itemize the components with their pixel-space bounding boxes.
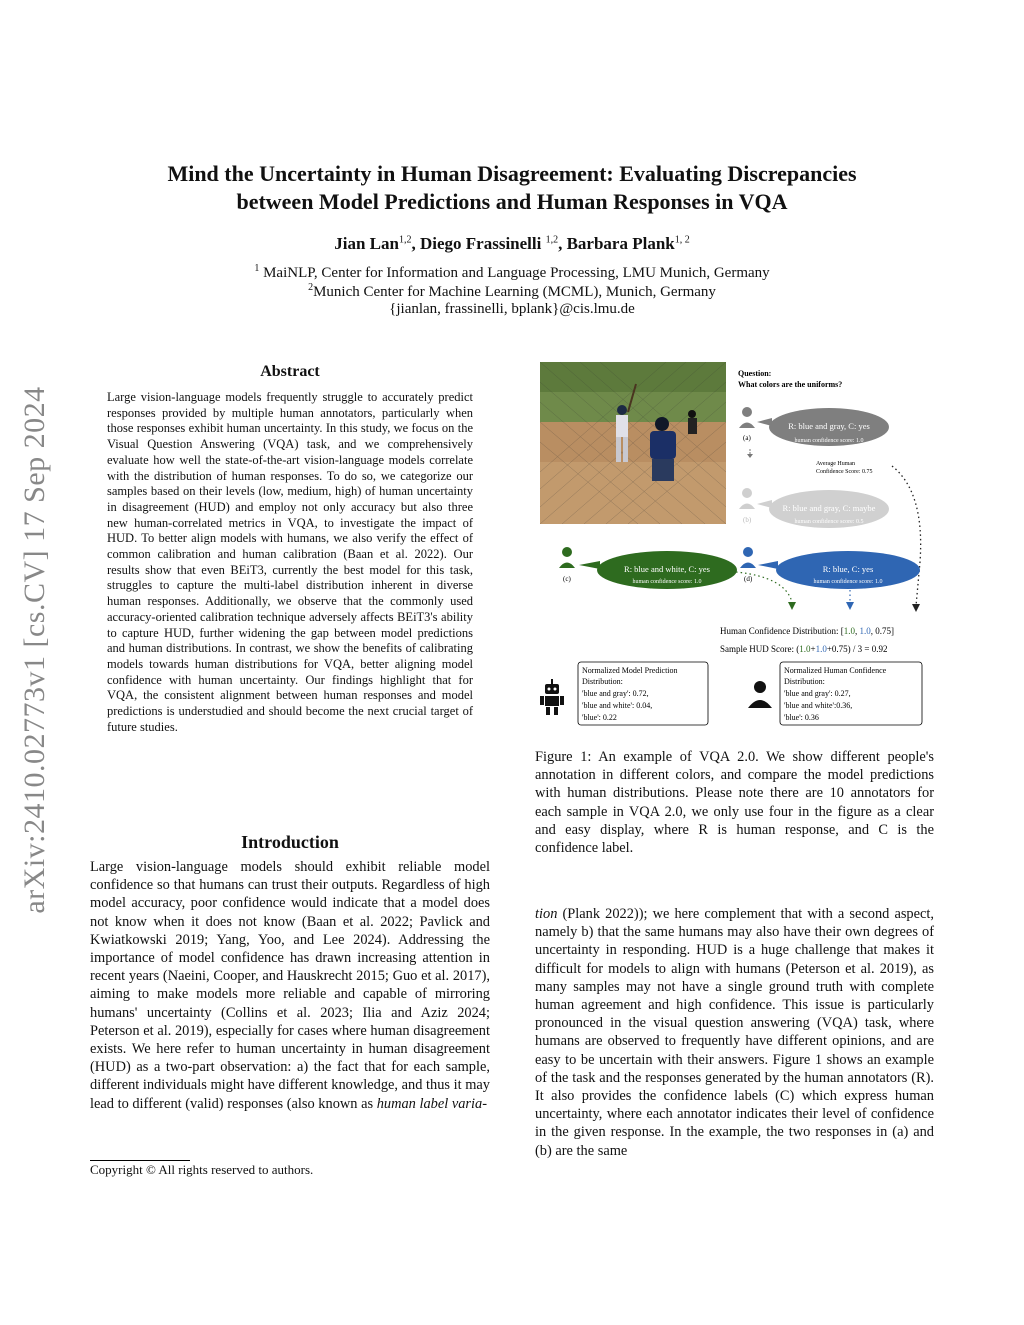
- human-box-line: 'blue and gray': 0.27,: [784, 689, 851, 698]
- sample-hud-score: Sample HUD Score: (1.0+1.0+0.75) / 3 = 0.92: [720, 644, 888, 654]
- introduction-body: Large vision-language models should exhibit reliable model confidence so that humans can trust their outputs. Regardless of high model accuracy, poor confidence would indicate that a model does not know when it does not know (Baan et al. 2022; Pavlick and Kwiatkowski 2019; Yang, Yoo, and Lee 2024). Addressing the importance of model confidence has drawn increasing attention in recent years (Naeini, Cooper, and Hauskrecht 2015; Guo et al. 2017), aiming to make models more reliable and capable of mirroring humans' uncertainty (Collins et al. 2023; Ilia and Aziz 2024; Peterson et al. 2019), especially for cases where human disagreement exists. We here refer to human uncertainty in human disagreement (HUD) as a two-part observation: a) the fact that for each sample, different individuals might have different knowledge, and thus it may lead to different (valid) responses (also known as human label varia-: [90, 859, 490, 1112]
- label-d: (d): [744, 575, 753, 583]
- model-box-title-2: Distribution:: [582, 677, 623, 686]
- bubble-b-score: human confidence score: 0.5: [794, 519, 864, 525]
- person-icon-d: [740, 547, 756, 568]
- affiliation-2: $^2$Munich Center for Machine Learning (MCML), Munich, Germany: [308, 282, 716, 300]
- bubble-c-score: human confidence score: 1.0: [632, 579, 702, 585]
- human-box-title-2: Distribution:: [784, 677, 825, 686]
- copyright-notice: Copyright © All rights reserved to authors.: [90, 1162, 314, 1177]
- bubble-a-text: R: blue and gray, C: yes: [788, 421, 870, 431]
- model-box-line: 'blue and gray': 0.72,: [582, 689, 649, 698]
- model-box-title-1: Normalized Model Prediction: [582, 666, 678, 675]
- paper-title: [100, 160, 924, 216]
- figure-caption: Figure 1: An example of VQA 2.0. We show different people's annotation in different colors, and compare the model predictions with human distributions. Please note there are 10 annotators for each sample in VQA 2.0, we only use four in the figure as a clear and easy display, where R is human response, and C is the confidence label.: [535, 749, 934, 857]
- label-c: (c): [563, 575, 571, 583]
- footnote-divider: [90, 1160, 190, 1161]
- human-confidence-distribution: Human Confidence Distribution: [1.0, 1.0, 0.75]: [720, 626, 894, 636]
- robot-icon: [540, 679, 564, 715]
- bubble-d-text: R: blue, C: yes: [822, 564, 874, 574]
- avg-human-line-2: Confidence Score: 0.75: [816, 469, 873, 475]
- model-box-line: 'blue and white': 0.04,: [582, 701, 653, 710]
- question-label: Question:: [738, 369, 772, 378]
- human-box-line: 'blue': 0.36: [784, 713, 819, 722]
- human-box-line: 'blue and white':0.36,: [784, 701, 853, 710]
- question-text: What colors are the uniforms?: [738, 380, 843, 389]
- right-column-body: tion (Plank 2022)); we here complement that with a second aspect, namely b) that the same humans may also have their own degrees of uncertainty in responding. HUD is a huge challenge that makes it difficult for models to align with humans (Peterson et al. 2019), as many samples may not have a single ground truth with complete human agreement and high confidence. This issue is particularly pronounced in the visual question answering (VQA) task, where humans are observed to frequently have different opinions, and are easy to be uncertain with their answers. Figure 1 shows an example of the task and the responses generated by the human annotators (R). It also provides the confidence labels (C) which express human uncertainty, where each annotator indicates their level of confidence in the given response. In the example, the two responses in (a) and (b) are the same: [535, 906, 934, 1159]
- author-emails: {jianlan, frassinelli, bplank}@cis.lmu.de: [389, 301, 635, 317]
- author-affiliation-marker: 1,2: [398, 234, 412, 246]
- label-a: (a): [743, 434, 751, 442]
- model-box-line: 'blue': 0.22: [582, 713, 617, 722]
- author-name: Jian Lan: [334, 234, 399, 253]
- author-list: Jian Lan$^{1,2}$, Diego Frassinelli $^{1,2}$, Barbara Plank$^{1, 2}$: [334, 234, 690, 253]
- introduction-heading: Introduction: [241, 832, 339, 852]
- figure-1: [540, 362, 936, 732]
- figure-diagram: [540, 362, 936, 732]
- bubble-d-score: human confidence score: 1.0: [813, 579, 883, 585]
- author-affiliation-marker: 1, 2: [674, 234, 690, 246]
- human-icon: [748, 681, 772, 708]
- abstract-body: Large vision-language models frequently struggle to accurately predict responses provided by multiple human annotators, particularly when those responses exhibit human uncertainty. In this study, we focus on the Visual Question Answering (VQA) task, and we comprehensively evaluate how well the state-of-the-art vision-language models correlate with the distribution of human responses. To do so, we categorize our samples based on their levels (low, medium, high) of human uncertainty in disagreement (HUD) and employ not only accuracy but also three new human-correlated metrics in VQA, to investigate the impact of HUD. To better align models with humans, we also verify the effect of common calibration and human calibration (Baan et al. 2022). Our results show that even BEiT3, currently the best model for this task, struggles to capture the multi-label distribution inherent in diverse human responses. Additionally, we observe that the commonly used accuracy-oriented calibration technique adversely affects BEiT3's ability to capture HUD, further widening the gap between model predictions and human distributions. In contrast, we show the benefits of calibrating models towards human distributions for VQA, better aligning model confidence with human uncertainty. Our findings highlight that for VQA, the consistent alignment between human responses and model predictions is understudied and should become the next crucial target of future studies.: [107, 390, 473, 734]
- arxiv-identifier: arXiv:2410.02773v1 [cs.CV] 17 Sep 2024: [18, 386, 51, 914]
- title-line-1: Mind the Uncertainty in Human Disagreement: Evaluating Discrepancies: [167, 161, 857, 186]
- bubble-c-text: R: blue and white, C: yes: [624, 564, 710, 574]
- author-affiliation-marker: 1,2: [545, 234, 559, 246]
- avg-human-line-1: Average Human: [816, 461, 856, 467]
- author-name: Diego Frassinelli: [419, 234, 542, 253]
- label-b: (b): [743, 516, 752, 524]
- person-icon-b: [739, 488, 755, 509]
- person-icon-c: [559, 547, 575, 568]
- human-box-title-1: Normalized Human Confidence: [784, 666, 887, 675]
- bubble-a-score: human confidence score: 1.0: [794, 438, 864, 444]
- title-line-2: between Model Predictions and Human Responses in VQA: [236, 189, 788, 214]
- author-name: Barbara Plank: [566, 234, 675, 253]
- abstract-heading: Abstract: [260, 363, 320, 380]
- bubble-b-text: R: blue and gray, C: maybe: [782, 503, 876, 513]
- affiliation-1: $^1$ MaiNLP, Center for Information and Language Processing, LMU Munich, Germany: [254, 263, 770, 281]
- person-icon-a: [739, 407, 755, 428]
